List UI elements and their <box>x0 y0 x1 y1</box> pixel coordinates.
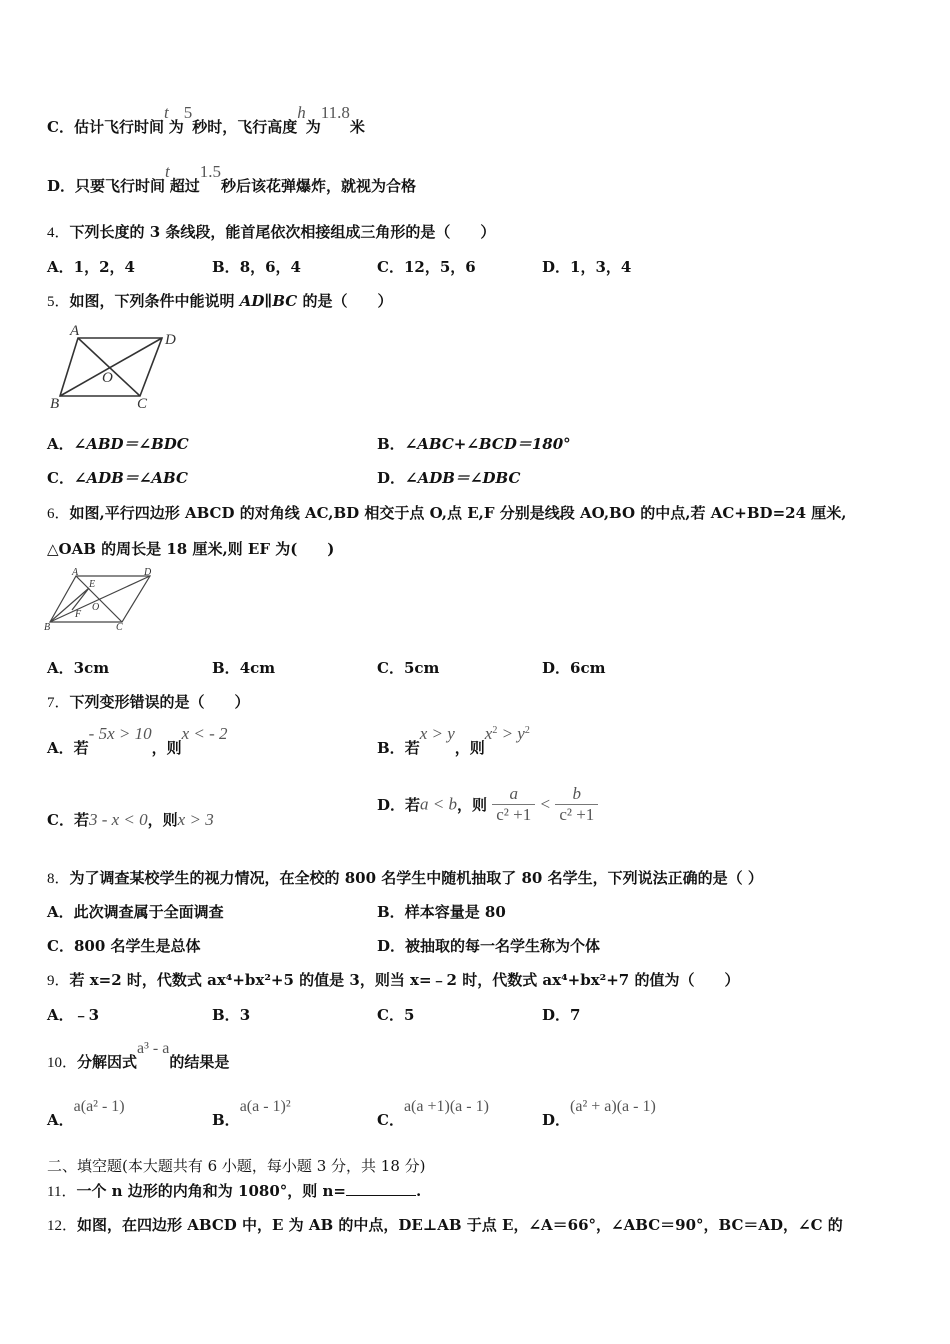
q10-option-d: D．(a² + a)(a - 1) <box>542 1098 656 1129</box>
answer-blank[interactable] <box>346 1183 416 1196</box>
label-c: C <box>137 396 148 412</box>
label-f: F <box>75 609 82 620</box>
q8-option-a: A．此次调查属于全面调查 <box>47 903 224 921</box>
q3-option-c: C．估计飞行时间t为5秒时，飞行高度h为11.8米 <box>47 103 365 136</box>
label-c: C <box>116 622 123 633</box>
q5-option-a: A．∠ABD＝∠BDC <box>47 435 189 453</box>
q10-option-b: B．a(a - 1)² <box>212 1098 291 1129</box>
q6-option-a: A．3cm <box>47 659 110 677</box>
question-10: 10．分解因式a³ - a的结果是 <box>47 1040 230 1071</box>
q10-option-a: A．a(a² - 1) <box>47 1098 125 1129</box>
q5-option-d: D．∠ADB＝∠DBC <box>377 469 521 487</box>
section-2-heading: 二、填空题(本大题共有 6 小题，每小题 3 分，共 18 分) <box>47 1157 426 1175</box>
q6-option-d: D．6cm <box>542 659 606 677</box>
label-d: D <box>165 332 176 348</box>
question-7: 7．下列变形错误的是（ ） <box>47 693 250 711</box>
math-value: 5 <box>183 103 193 122</box>
label-b: B <box>50 396 60 412</box>
q7-option-d: D．若a < b，则 $\frac{a}{\text{c² +1}}$ < $\frac{b}{\text{c² +1}}$ <box>377 784 598 825</box>
q4-option-a: A．1，2，4 <box>47 258 135 276</box>
q7-option-b: B．若x > y，则$x^2 > y^2$ <box>377 724 530 757</box>
question-6-line2: △OAB 的周长是 18 厘米,则 EF 为( ) <box>47 540 335 558</box>
q8-option-d: D．被抽取的每一名学生称为个体 <box>377 937 601 955</box>
question-4: 4．下列长度的 3 条线段，能首尾依次相接组成三角形的是（ ） <box>47 223 496 241</box>
q6-parallelogram-figure <box>42 566 160 634</box>
math-var-t: t <box>163 103 169 122</box>
question-5: 5．如图，下列条件中能说明 AD∥BC 的是（ ） <box>47 292 393 310</box>
fraction-right: $\frac{b}{\text{c² +1}}$ <box>555 784 598 825</box>
q3-option-d: D．只要飞行时间t超过1.5秒后该花弹爆炸，就视为合格 <box>47 162 417 195</box>
label-a: A <box>72 567 79 578</box>
q5-parallelogram-figure <box>44 320 194 415</box>
q9-option-a: A．﹣3 <box>47 1006 100 1024</box>
q4-option-b: B．8，6，4 <box>212 258 301 276</box>
math-value: 11.8 <box>320 103 350 122</box>
q9-option-b: B．3 <box>212 1006 251 1024</box>
question-6-line1: 6．如图,平行四边形 ABCD 的对角线 AC,BD 相交于点 O,点 E,F 分别是线段 AO,BO 的中点,若 AC+BD=24 厘米, <box>47 504 847 522</box>
label-o: O <box>102 370 113 386</box>
q5-option-b: B．∠ABC+∠BCD＝180° <box>377 435 571 453</box>
q7-option-c: C．若3 - x < 0，则x > 3 <box>47 810 214 829</box>
q10-option-c: C．a(a +1)(a - 1) <box>377 1098 489 1129</box>
fraction-left: $\frac{a}{\text{c² +1}}$ <box>492 784 535 825</box>
question-8: 8．为了调查某校学生的视力情况，在全校的 800 名学生中随机抽取了 80 名学生，下列说法正确的是（ ） <box>47 869 763 887</box>
q7-option-a: A．若- 5x > 10，则x < - 2 <box>47 724 228 757</box>
label-e: E <box>89 579 96 590</box>
label-d: D <box>144 567 152 578</box>
q9-option-d: D．7 <box>542 1006 581 1024</box>
label-a: A <box>70 323 80 339</box>
label-b: B <box>44 622 51 633</box>
question-11: 11．一个 n 边形的内角和为 1080°，则 n= . <box>47 1182 422 1200</box>
question-9: 9．若 x=2 时，代数式 ax⁴+bx²+5 的值是 3，则当 x=﹣2 时，代数式 ax⁴+bx²+7 的值为（ ） <box>47 971 740 989</box>
label-o: O <box>92 602 100 613</box>
q4-option-d: D．1，3，4 <box>542 258 632 276</box>
q9-option-c: C．5 <box>377 1006 415 1024</box>
q4-option-c: C．12，5，6 <box>377 258 476 276</box>
math-var-h: h <box>297 103 306 122</box>
q8-option-b: B．样本容量是 80 <box>377 903 506 921</box>
q5-option-c: C．∠ADB＝∠ABC <box>47 469 188 487</box>
q6-option-c: C．5cm <box>377 659 440 677</box>
q6-option-b: B．4cm <box>212 659 276 677</box>
q8-option-c: C．800 名学生是总体 <box>47 937 201 955</box>
question-12: 12．如图，在四边形 ABCD 中，E 为 AB 的中点，DE⊥AB 于点 E，∠A＝66°，∠ABC＝90°，BC＝AD，∠C 的 <box>47 1216 843 1234</box>
